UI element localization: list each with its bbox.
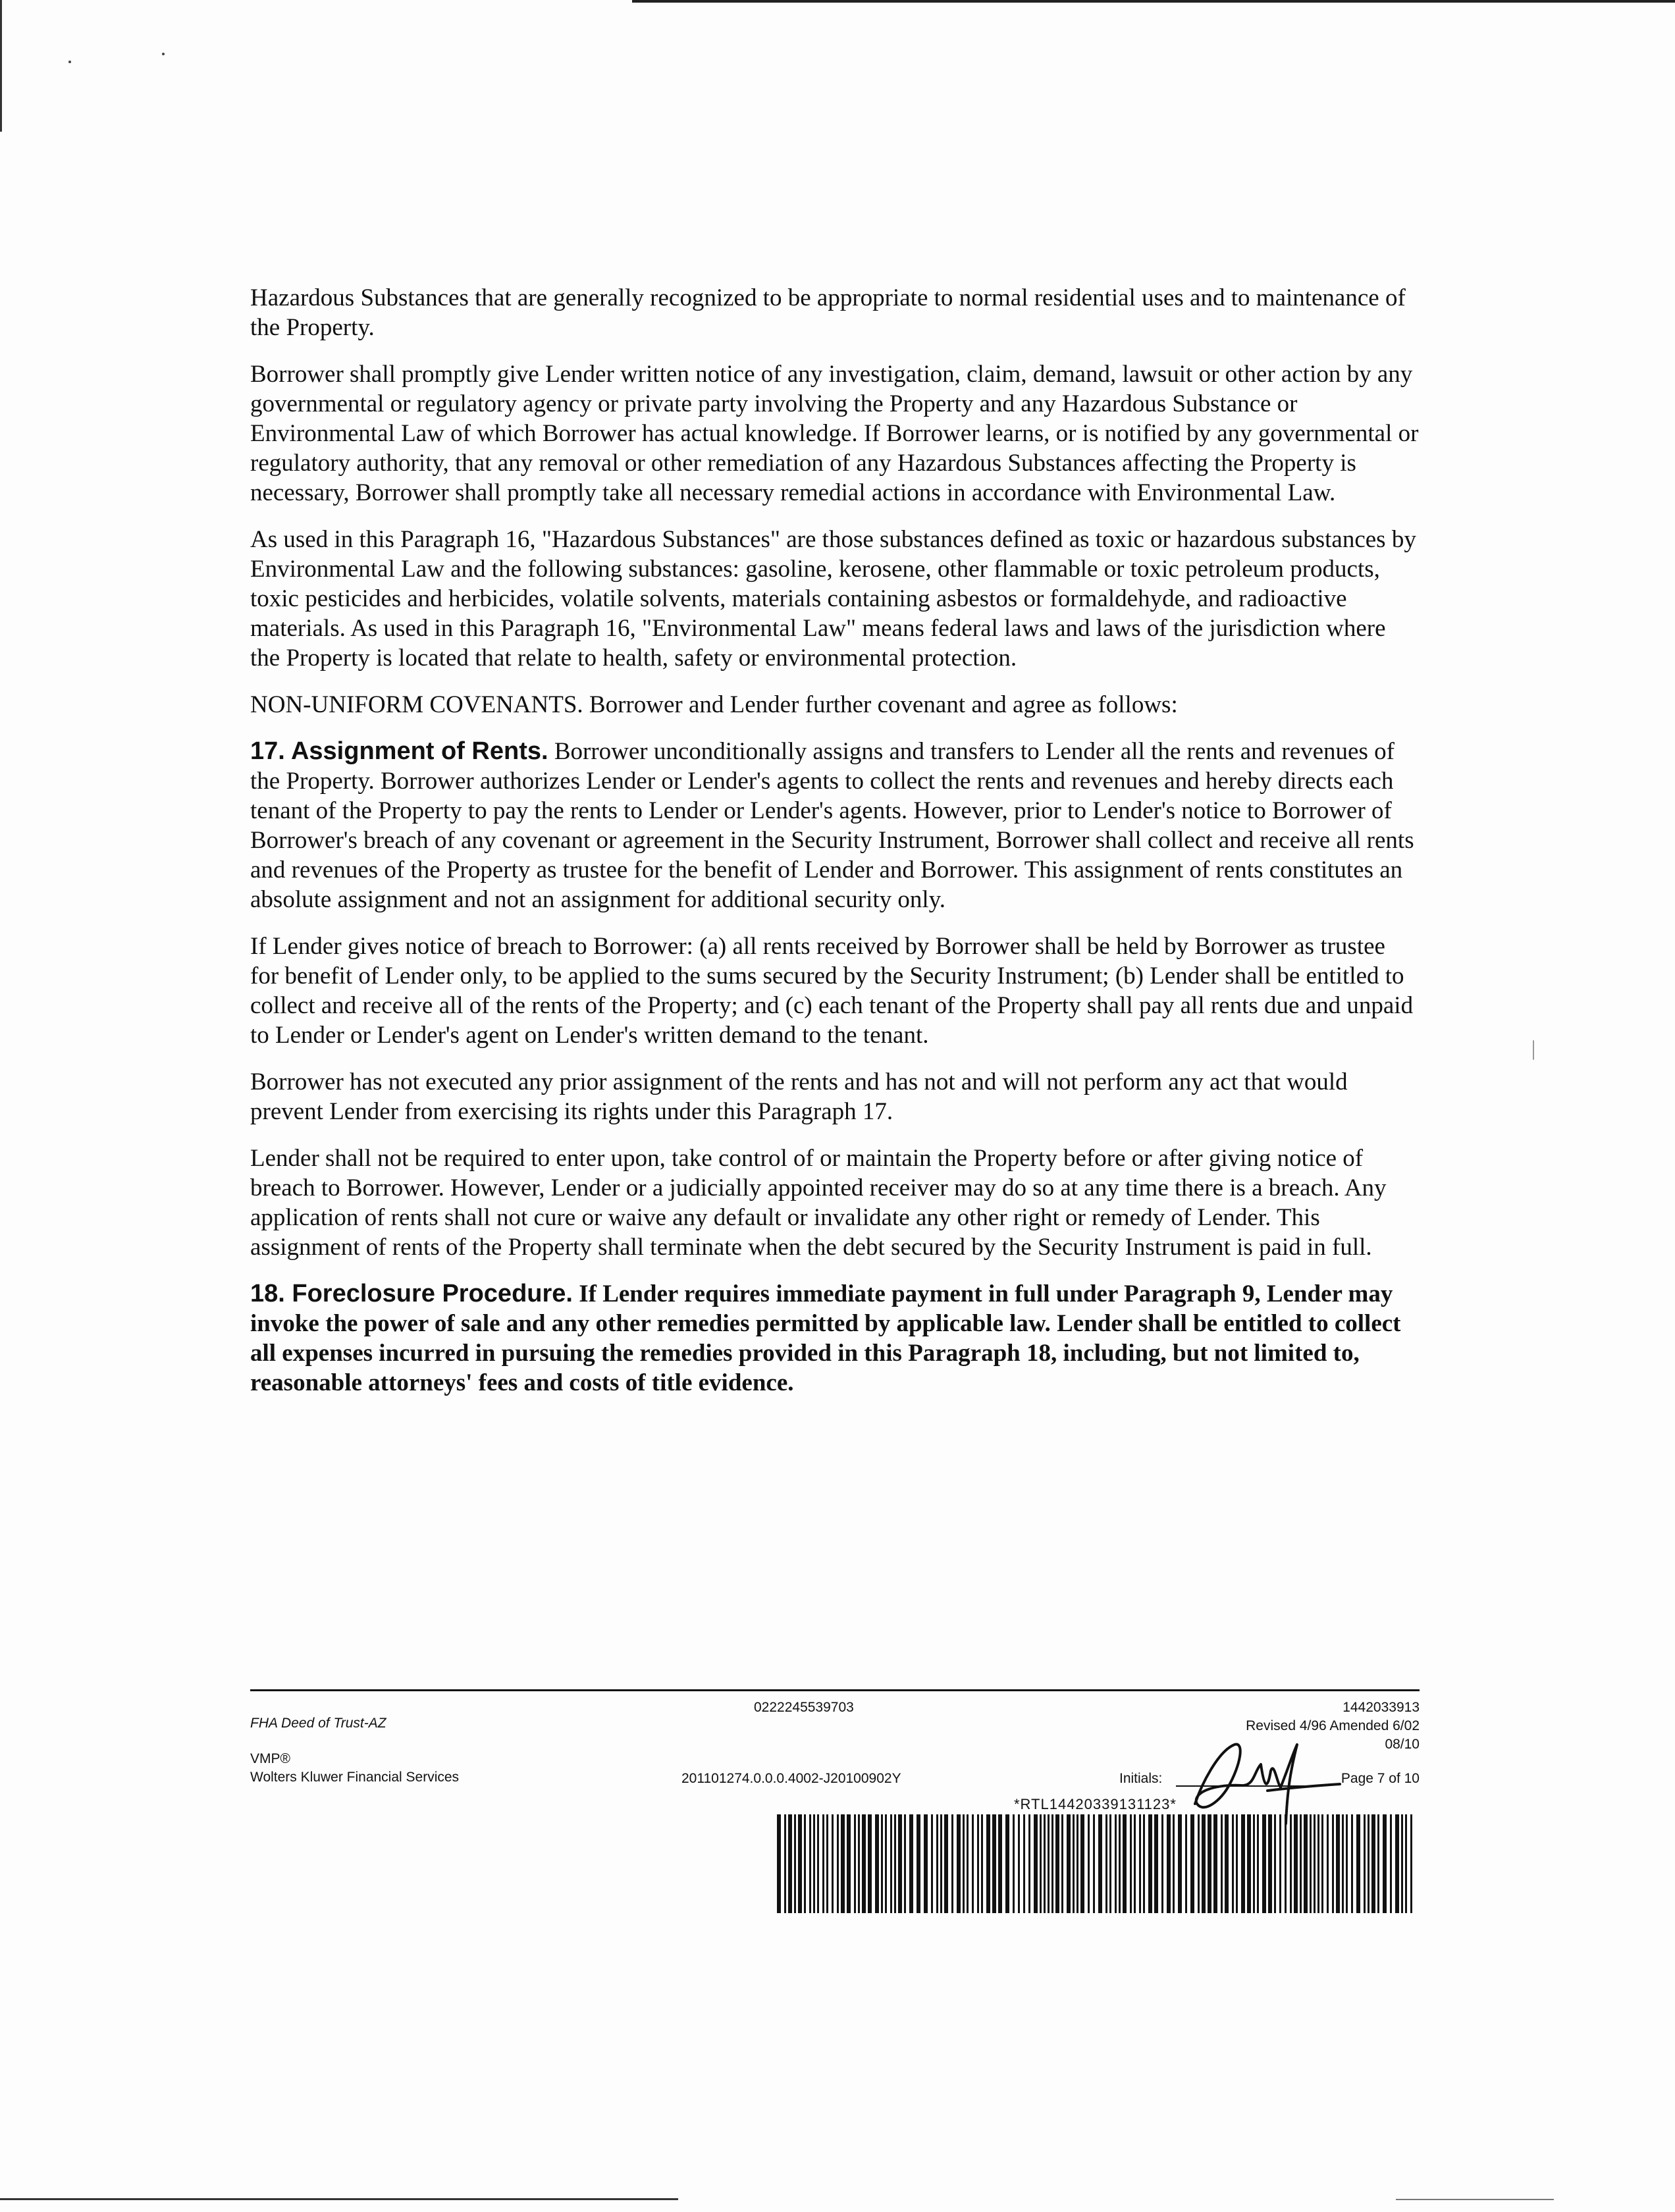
section-17-paragraph-prior-assignment: Borrower has not executed any prior assignment of the rents and has not and will not perform any act that would prevent Lender from exercising its rights under this Paragraph 17. [250, 1068, 1348, 1125]
barcode-bar [1377, 1814, 1379, 1913]
barcode-bar [1410, 1814, 1412, 1913]
barcode-bar [1262, 1814, 1266, 1913]
barcode-bar [1236, 1814, 1238, 1913]
barcode-bar [1317, 1814, 1319, 1913]
barcode-bar [951, 1814, 953, 1913]
barcode-bar [1356, 1814, 1360, 1913]
footer-initials-label: Initials: [1119, 1771, 1163, 1786]
barcode-bar [1314, 1814, 1316, 1913]
barcode-bar [1123, 1814, 1127, 1913]
barcode-bar [992, 1814, 996, 1913]
section-18-text: If Lender requires immediate payment in full under Paragraph 9, Lender may invoke the power of sale and any other remedies permitted by applicable law. Lender shall be entitled to collect all expenses incurred in pursuing the remedies provided in this Paragraph 18, including, but not limited to, reasonable attorneys' fees and costs of title evidence. [250, 1280, 1401, 1396]
footer-company: Wolters Kluwer Financial Services [250, 1770, 460, 1785]
barcode-bar [1005, 1814, 1009, 1913]
barcode-bar [1342, 1814, 1344, 1913]
barcode-bar [1130, 1814, 1132, 1913]
section-17-assignment-of-rents [250, 737, 1420, 914]
barcode-bar [1268, 1814, 1272, 1913]
barcode-bar [868, 1814, 872, 1913]
barcode-bar [894, 1814, 896, 1913]
barcode-bar [1221, 1814, 1223, 1913]
barcode-bar [1093, 1814, 1095, 1913]
barcode-bar [1077, 1814, 1078, 1913]
barcode-bar [794, 1814, 796, 1913]
barcode-bar [1013, 1814, 1015, 1913]
barcode-bar [1173, 1814, 1175, 1913]
barcode-bar [1109, 1814, 1111, 1913]
scan-speck [68, 61, 71, 63]
barcode-bar [1040, 1814, 1042, 1913]
section-17-paragraph-breach: If Lender gives notice of breach to Borrower: (a) all rents received by Borrower shall be held by Borrower as trustee for benefit of Lender only, to be applied to the sums secured by the Security Instrument; (b) Lender shall be entitled to collect and receive all of the rents of the Property; and (c) each tenant of the Property shall pay all rents due and unpaid to Lender or Lender's agent on Lender's written demand to the tenant. [250, 933, 1414, 1049]
barcode-bar [1023, 1814, 1025, 1913]
barcode-bar [1290, 1814, 1292, 1913]
footer-batch-code: 201101274.0.0.0.4002-J20100902Y [681, 1771, 901, 1786]
barcode-bar [1061, 1814, 1063, 1913]
barcode-bar [832, 1814, 834, 1913]
barcode-bar [1148, 1814, 1152, 1913]
scan-speck [162, 53, 165, 55]
barcode-bar [1051, 1814, 1053, 1913]
barcode-bar [940, 1814, 942, 1913]
section-17-paragraph-control: Lender shall not be required to enter upon, take control of or maintain the Property before or after giving notice of breach to Borrower. However, Lender or a judicially appointed receiver may do so at any time there is a breach. Any application of rents shall not cure or waive any default or invalidate any other right or remedy of Lender. This assignment of rents of the Property shall terminate when the debt secured by the Security Instrument is paid in full. [250, 1145, 1387, 1261]
paragraph-non-uniform-covenants: NON-UNIFORM COVENANTS. Borrower and Lender further covenant and agree as follows: [250, 691, 1178, 718]
barcode-bar [890, 1814, 892, 1913]
scan-edge-bottom [0, 2198, 678, 2200]
barcode-bar [1028, 1814, 1030, 1913]
barcode-bar [1034, 1814, 1038, 1913]
barcode-bar [1213, 1814, 1217, 1913]
barcode-bar [1225, 1814, 1229, 1913]
barcode-bar [1185, 1814, 1187, 1913]
barcode-bar [1198, 1814, 1200, 1913]
barcode-bar [1383, 1814, 1387, 1913]
barcode-bar [784, 1814, 786, 1913]
barcode-bar [1055, 1814, 1059, 1913]
barcode-bar [1202, 1814, 1206, 1913]
barcode-bar [1161, 1814, 1163, 1913]
barcode-bar [813, 1814, 815, 1913]
barcode-bar [898, 1814, 902, 1913]
footer-doc-number: 0222245539703 [754, 1700, 854, 1715]
footer-divider [250, 1689, 1420, 1691]
scan-edge-top [632, 0, 1675, 3]
barcode-bar [1401, 1814, 1403, 1913]
barcode-bar [798, 1814, 802, 1913]
barcode-bar [777, 1814, 781, 1913]
barcode-bar [1294, 1814, 1298, 1913]
footer-loan-number: 1442033913 [1343, 1700, 1420, 1715]
barcode-bar [1351, 1814, 1353, 1913]
barcode-bar [1208, 1814, 1211, 1913]
footer-vendor: VMP® [250, 1751, 290, 1766]
paragraph-hazardous-uses: Hazardous Substances that are generally recognized to be appropriate to normal residential uses and to maintenance of the Property. [250, 284, 1406, 341]
section-17-text: Borrower unconditionally assigns and transfers to Lender all the rents and revenues of the Property. Borrower authorizes Lender or Lender's agents to collect the rents and revenues and hereby directs each tenant of the Property to pay the rents to Lender or Lender's agents. However, prior to Lender's notice to Borrower of Borrower's breach of any covenant or agreement in the Security Instrument, Borrower shall collect and receive all rents and revenues of the Property as trustee for the benefit of Lender and Borrower. This assignment of rents constitutes an absolute assignment and not an assignment for additional security only. [250, 738, 1414, 913]
barcode-bar [998, 1814, 1002, 1913]
barcode-bar [822, 1814, 824, 1913]
barcode-bar [837, 1814, 839, 1913]
barcode-bar [1134, 1814, 1136, 1913]
barcode-bar [1232, 1814, 1234, 1913]
barcode-bar [1105, 1814, 1107, 1913]
barcode-bar [967, 1814, 969, 1913]
barcode-bar [1048, 1814, 1050, 1913]
barcode-bar [924, 1814, 928, 1913]
barcode-bar [1274, 1814, 1276, 1913]
barcode-bar [909, 1814, 913, 1913]
barcode-bar [1300, 1814, 1302, 1913]
barcode-bar [1395, 1814, 1399, 1913]
barcode-bar [1098, 1814, 1102, 1913]
section-18-foreclosure-procedure [250, 1279, 1420, 1398]
barcode-bar [1088, 1814, 1090, 1913]
barcode-bar [917, 1814, 920, 1913]
barcode-bar [986, 1814, 990, 1913]
barcode-bar [858, 1814, 860, 1913]
barcode-bar [1115, 1814, 1117, 1913]
barcode-bar [841, 1814, 845, 1913]
barcode-bar [1190, 1814, 1194, 1913]
barcode-bar [904, 1814, 906, 1913]
section-18-heading: 18. Foreclosure Procedure. [250, 1280, 573, 1307]
barcode-bar [936, 1814, 938, 1913]
document-body [250, 283, 1420, 1415]
barcode-bar [963, 1814, 965, 1913]
barcode-bar [1167, 1814, 1171, 1913]
barcode-bar [1080, 1814, 1084, 1913]
barcode-bar [1143, 1814, 1145, 1913]
footer-form-name: FHA Deed of Trust-AZ [250, 1716, 386, 1731]
barcode-bar [809, 1814, 811, 1913]
barcode-bar [1390, 1814, 1392, 1913]
barcode-bar [1119, 1814, 1121, 1913]
barcode-bar [1285, 1814, 1287, 1913]
barcode-bar [862, 1814, 866, 1913]
barcode-bar [1405, 1814, 1407, 1913]
barcode-bar [1371, 1814, 1375, 1913]
paragraph-definitions: As used in this Paragraph 16, "Hazardous Substances" are those substances defined as toxic or hazardous substances by Environmental Law and the following substances: gasoline, kerosene, other flammable or toxic petroleum products, toxic pesticides and herbicides, volatile solvents, materials containing asbestos or formaldehyde, and radioactive materials. As used in this Paragraph 16, "Environmental Law" means federal laws and laws of the jurisdiction where the Property is located that relate to health, safety or environmental protection. [250, 526, 1416, 672]
barcode-bar [1327, 1814, 1329, 1913]
scan-edge-bottom-right [1396, 2199, 1554, 2200]
barcode-bar [1332, 1814, 1334, 1913]
footer-revision-date: 08/10 [1385, 1737, 1420, 1752]
barcode-bar [826, 1814, 828, 1913]
barcode-bar [1073, 1814, 1075, 1913]
barcode-bar [1321, 1814, 1323, 1913]
barcode-bar [1178, 1814, 1182, 1913]
barcode-bar [817, 1814, 819, 1913]
barcode-bar [1241, 1814, 1245, 1913]
barcode-bar [881, 1814, 883, 1913]
footer-page-number: Page 7 of 10 [1341, 1771, 1420, 1786]
barcode-bar [1368, 1814, 1369, 1913]
barcode-bar [1304, 1814, 1308, 1913]
barcode-bar [1044, 1814, 1046, 1913]
barcode-bar [1336, 1814, 1340, 1913]
barcode-bar [875, 1814, 879, 1913]
barcode-bar [1253, 1814, 1255, 1913]
barcode-bar [885, 1814, 887, 1913]
barcode-bar [1139, 1814, 1141, 1913]
scan-edge-left [0, 0, 2, 132]
barcode-bar [1257, 1814, 1259, 1913]
barcode-bar [1247, 1814, 1251, 1913]
section-17-heading: 17. Assignment of Rents. [250, 737, 548, 765]
barcode-bar [981, 1814, 983, 1913]
barcode-bar [1364, 1814, 1366, 1913]
paragraph-notice-of-investigation: Borrower shall promptly give Lender written notice of any investigation, claim, demand, lawsuit or other action by any governmental or regulatory agency or private party involving the Property and any Hazardous Substance or Environmental Law of which Borrower has actual knowledge. If Borrower learns, or is notified by any governmental or regulatory authority, that any removal or other remediation of any Hazardous Substances affecting the Property is necessary, Borrower shall promptly take all necessary remedial actions in accordance with Environmental Law. [250, 361, 1419, 506]
barcode-bar [972, 1814, 974, 1913]
barcode-text: *RTL14420339131123* [1014, 1796, 1177, 1812]
scan-speck [1533, 1040, 1534, 1060]
barcode-bar [1279, 1814, 1281, 1913]
barcode-bar [931, 1814, 933, 1913]
barcode-bar [977, 1814, 979, 1913]
barcode-bar [957, 1814, 961, 1913]
footer-revision: Revised 4/96 Amended 6/02 [1246, 1718, 1420, 1733]
barcode-bar [1310, 1814, 1312, 1913]
barcode-bar [944, 1814, 948, 1913]
barcode-bar [847, 1814, 851, 1913]
barcode-bar [1067, 1814, 1071, 1913]
barcode-bar [1018, 1814, 1020, 1913]
document-barcode [777, 1814, 1416, 1913]
barcode-bar [1346, 1814, 1348, 1913]
barcode-bar [804, 1814, 806, 1913]
barcode-bar [1154, 1814, 1158, 1913]
barcode-bar [788, 1814, 792, 1913]
barcode-bar [854, 1814, 856, 1913]
